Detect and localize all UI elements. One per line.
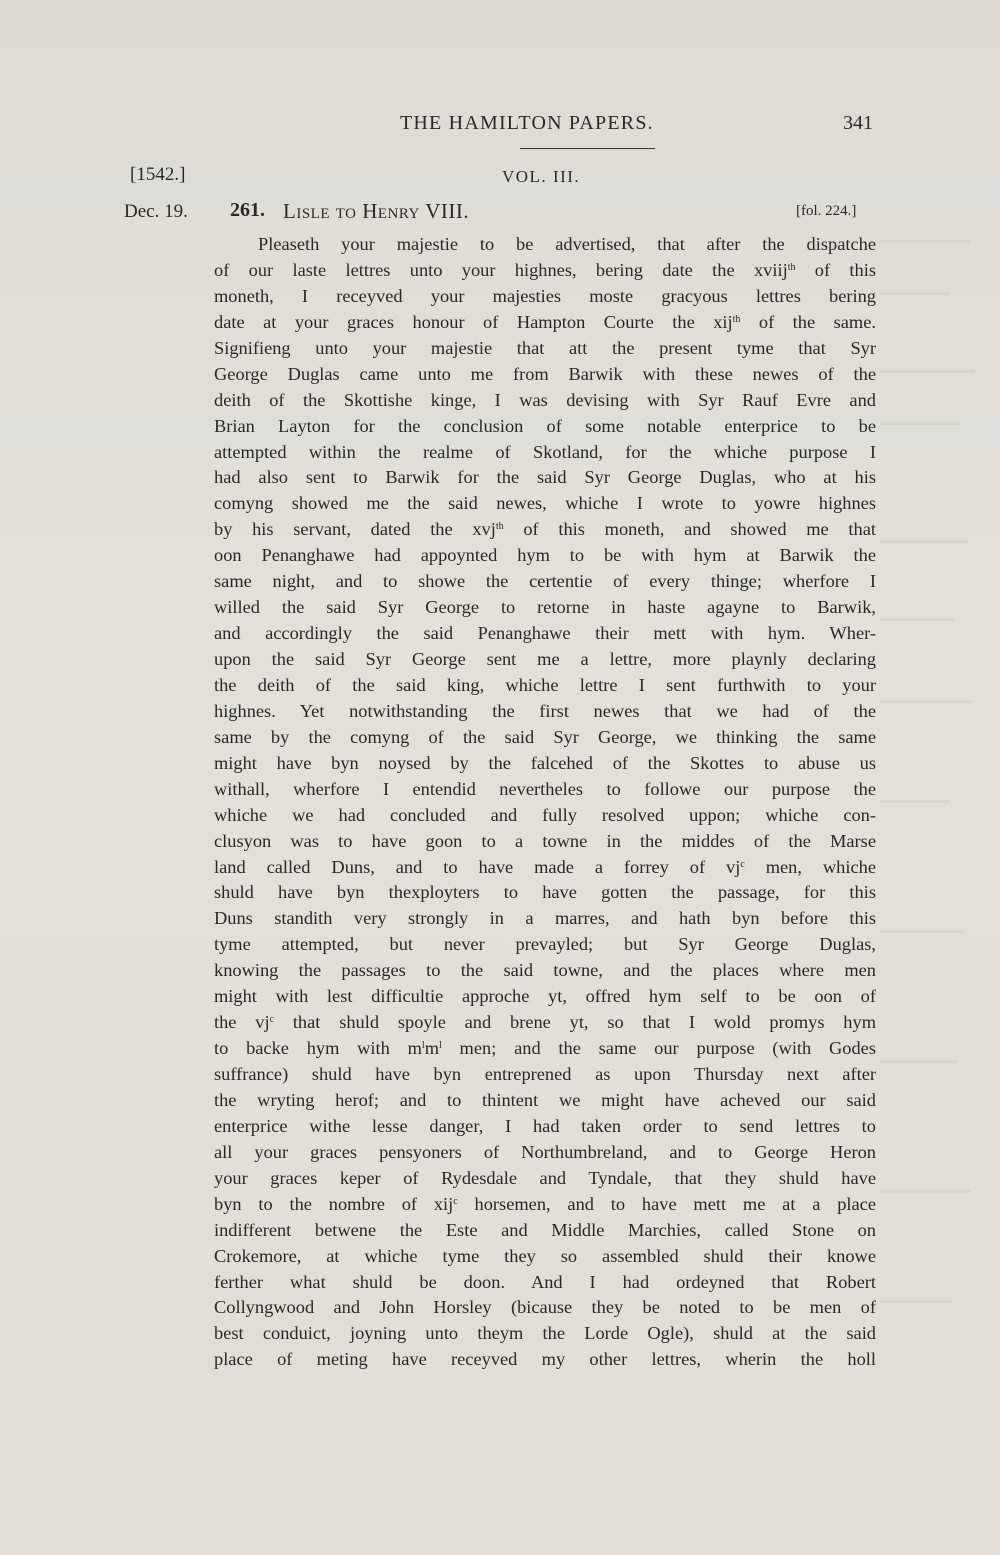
text-line: the deith of the said king, whiche lettre I sent furthwith to your <box>214 674 876 695</box>
superscript: c <box>269 1014 275 1026</box>
text-line: Duns standith very strongly in a marres, and hath byn before this <box>214 908 876 929</box>
text-line: same night, and to showe the certentie of every thinge; wherfore I <box>214 571 876 592</box>
text-line: indifferent betwene the Este and Middle Marchies, called Stone on <box>214 1219 876 1240</box>
text-line: attempted within the realme of Skotland, for the whiche purpose I <box>214 441 876 462</box>
running-title: THE HAMILTON PAPERS. <box>400 112 654 134</box>
superscript: l <box>421 1040 425 1052</box>
text-line: Collyngwood and John Horsley (bicause they be noted to be men of <box>214 1297 876 1318</box>
text-line: might have byn noysed by the falcehed of the Skottes to abuse us <box>214 752 876 773</box>
folio-reference: [fol. 224.] <box>796 203 857 219</box>
text-segment: men, whiche <box>744 856 876 877</box>
text-line <box>214 855 876 881</box>
text-line: highnes. Yet notwithstanding the first newes that we had of the <box>214 700 876 721</box>
text-segment: land called Duns, and to have made a forrey of vj <box>214 856 741 877</box>
text-line: withall, wherfore I entendid nevertheles to followe our purpose the <box>214 778 876 799</box>
text-line: upon the said Syr George sent me a lettre, more playnly declaring <box>214 649 876 669</box>
page-number: 341 <box>843 112 873 134</box>
text-line <box>214 310 876 336</box>
text-segment: horsemen, and to have mett me at a place <box>457 1193 876 1214</box>
text-line: place of meting have receyved my other lettres, wherin the holl <box>214 1349 876 1370</box>
text-line: willed the said Syr George to retorne in haste agayne to Barwik, <box>214 597 876 618</box>
text-line: the wryting herof; and to thintent we might have acheved our said <box>214 1089 876 1110</box>
superscript: th <box>732 313 741 325</box>
text-line: Brian Layton for the conclusion of some notable enterprice to be <box>214 415 876 436</box>
text-line <box>214 1010 876 1036</box>
text-segment: by his servant, dated the xvj <box>214 519 496 540</box>
text-segment: of the same. <box>740 311 876 332</box>
text-line: might with lest difficultie approche yt, offred hym self to be oon of <box>214 986 876 1007</box>
text-line: your graces keper of Rydesdale and Tyndale, that they shuld have <box>214 1167 876 1188</box>
text-line: all your graces pensyoners of Northumbreland, and to George Heron <box>214 1141 876 1162</box>
entry-date: Dec. 19. <box>124 201 188 222</box>
text-line: George Duglas came unto me from Barwik with these newes of the <box>214 363 876 384</box>
superscript: c <box>740 858 745 870</box>
superscript: th <box>495 521 504 533</box>
text-line <box>214 1036 876 1062</box>
text-line: comyng showed me the said newes, whiche I wrote to yowre highnes <box>214 493 876 514</box>
superscript: c <box>453 1195 458 1207</box>
text-line: tyme attempted, but never prevayled; but Syr George Duglas, <box>214 934 876 955</box>
text-line: had also sent to Barwik for the said Syr George Duglas, who at his <box>214 467 876 488</box>
entry-number: 261. <box>230 199 265 221</box>
volume-label: VOL. III. <box>502 167 581 186</box>
text-segment: to backe hym with m <box>214 1038 422 1059</box>
text-segment: of this moneth, and showed me that <box>503 519 876 540</box>
text-line: Signifieng unto your majestie that att the present tyme that Syr <box>214 337 876 358</box>
text-line: suffrance) shuld have byn entreprened as upon Thursday next after <box>214 1064 876 1084</box>
text-line: same by the comyng of the said Syr George, we thinking the same <box>214 726 876 747</box>
superscript: th <box>787 261 796 273</box>
text-line <box>214 1192 876 1218</box>
text-segment: m <box>424 1038 440 1059</box>
text-line: ferther what shuld be doon. And I had ordeyned that Robert <box>214 1271 876 1292</box>
text-line: whiche we had concluded and fully resolved uppon; whiche con- <box>214 804 876 825</box>
text-line: Crokemore, at whiche tyme they so assembled shuld their knowe <box>214 1245 876 1266</box>
text-line: moneth, I receyved your majesties moste gracyous lettres bering <box>214 285 876 306</box>
text-line: and accordingly the said Penanghawe their mett with hym. Wher- <box>214 623 876 644</box>
letter-body <box>214 232 876 1373</box>
superscript: l <box>439 1040 442 1052</box>
running-head <box>0 112 1000 142</box>
text-segment: that shuld spoyle and brene yt, so that I wold promys hym <box>274 1012 876 1033</box>
text-segment: byn to the nombre of xij <box>214 1193 454 1214</box>
text-segment: the vj <box>214 1012 270 1033</box>
entry-title: Lisle to Henry VIII. <box>283 199 470 223</box>
text-line <box>214 517 876 543</box>
text-segment: date at your graces honour of Hampton Courte the xij <box>214 311 733 332</box>
text-segment: of this <box>795 259 876 280</box>
text-line: shuld have byn thexployters to have gotten the passage, for this <box>214 882 876 903</box>
year-tag: [1542.] <box>130 164 186 185</box>
text-line: deith of the Skottishe kinge, I was devising with Syr Rauf Evre and <box>214 389 876 410</box>
header-rule <box>520 148 655 149</box>
text-segment: of our laste lettres unto your highnes, bering date the xviij <box>214 259 788 280</box>
text-line: knowing the passages to the said towne, and the places where men <box>214 960 876 981</box>
text-line: Pleaseth your majestie to be advertised, that after the dispatche <box>258 234 876 254</box>
entry-heading <box>0 199 1000 229</box>
text-line: enterprice withe lesse danger, I had taken order to send lettres to <box>214 1115 876 1136</box>
text-segment: men; and the same our purpose (with Godes <box>441 1038 876 1059</box>
text-line: best conduict, joyning unto theym the Lorde Ogle), shuld at the said <box>214 1323 876 1344</box>
text-line: clusyon was to have goon to a towne in the middes of the Marse <box>214 830 876 851</box>
text-line: oon Penanghawe had appoynted hym to be with hym at Barwik the <box>214 545 876 566</box>
text-line <box>214 258 876 284</box>
